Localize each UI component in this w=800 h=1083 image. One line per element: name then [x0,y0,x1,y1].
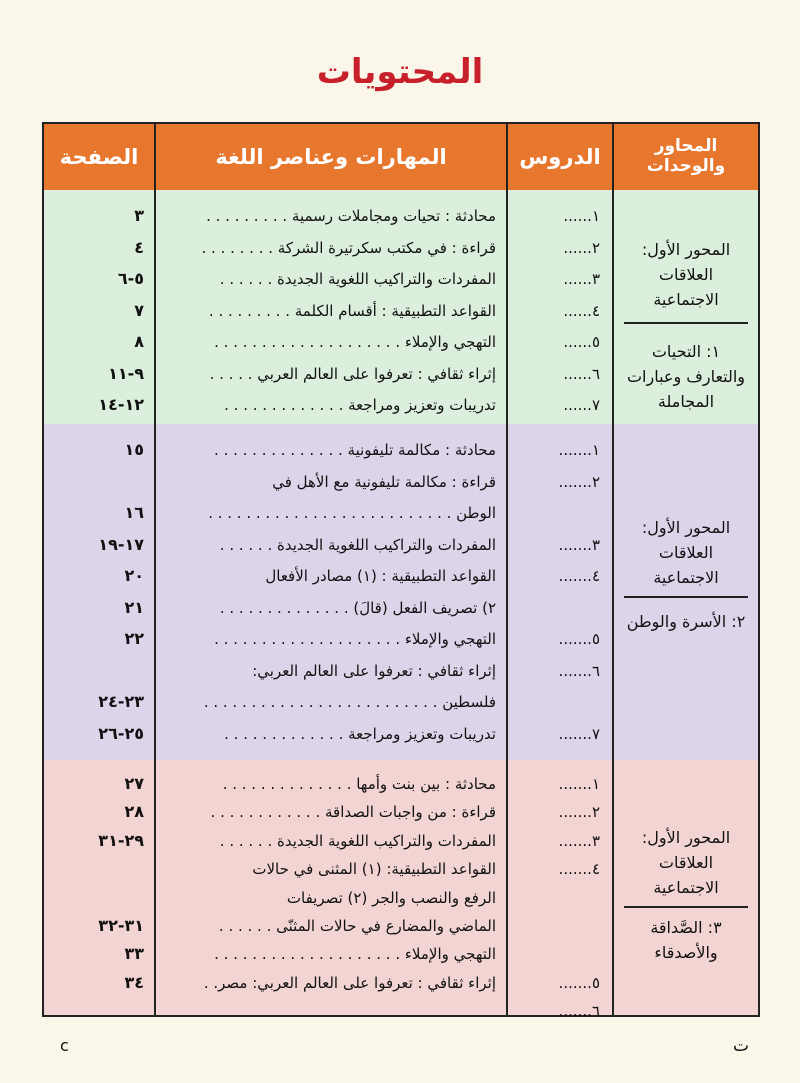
page-ref: ١٦ [124,503,144,522]
skill-item: القواعد التطبيقية : (١) مصادر الأفعال [265,567,496,585]
skill-item: التهجي والإملاء . . . . . . . . . . . . . . . . . . . . [214,333,496,351]
header-lessons: الدروس [506,124,612,190]
table-header [44,124,758,192]
page-ref [44,657,154,685]
lesson-number: ٤....... [558,860,600,879]
skill-item: محادثة : تحيات ومجاملات رسمية . . . . . . . . . [206,207,496,225]
page-ref [44,468,154,496]
skill-item: إثراء ثقافي : تعرفوا على العالم العربي: مصر. . [203,973,496,992]
skills-column [154,760,506,1015]
unit-separator [624,906,748,908]
page-number: ت [733,1036,750,1056]
lesson-number: ٧....... [558,724,600,743]
skill-item: الماضي والمضارع في حالات المثنّى . . . . . . [218,917,496,935]
page-ref [44,997,154,1025]
page-ref: ٧ [134,300,144,320]
lesson-number: ٣....... [558,831,600,850]
lesson-number [508,499,612,527]
skill-item: ٢) تصريف الفعل (قالَ) . . . . . . . . . . . . . . [219,598,496,617]
skill-item: المفردات والتراكيب اللغوية الجديدة . . . . . . [219,535,496,554]
axis-title: المحور الأول: العلاقات الاجتماعية [641,518,731,587]
lessons-column [506,190,612,424]
lesson-number: ٣....... [558,535,600,554]
skill-item: فلسطين . . . . . . . . . . . . . . . . . . . . . . . . . [203,693,496,711]
skill-item: الرفع والنصب والجر (٢) تصريفات [286,888,496,907]
header-page: الصفحة [59,144,139,169]
skill-item: التهجي والإملاء . . . . . . . . . . . . . . . . . . . . [214,945,496,964]
skill-item: قراءة : من واجبات الصداقة . . . . . . . . . . . . [210,803,496,822]
pages-column [44,760,154,1015]
lesson-number: ٢....... [558,803,600,822]
page-ref: ١٥ [124,440,144,459]
pages-column [44,190,154,424]
page-ref: ٢٧ [124,774,144,793]
skill-item [156,997,506,1025]
page-ref: ٥-٦ [117,269,144,288]
page-ref: ٣٣ [124,944,144,964]
lesson-number: ٦...... [563,364,600,383]
page-ref: ١٢-١٤ [98,395,144,414]
lessons-column [506,760,612,1021]
skill-item: القواعد التطبيقية : أقسام الكلمة . . . . . . . . . [208,301,496,320]
lesson-number [508,594,612,622]
lesson-number: ١....... [558,441,600,459]
pages-column [44,424,154,760]
page-ref: ٣ [134,206,144,225]
skill-item: قراءة : في مكتب سكرتيرة الشركة . . . . . . . . [201,238,496,257]
unit-separator [624,596,748,598]
lesson-number: ٧...... [563,396,600,414]
lesson-number: ٥....... [558,973,600,992]
skills-column [154,190,506,424]
page-ref: ٨ [134,332,144,351]
lesson-number: ١....... [558,775,600,793]
lesson-number: ٥...... [563,333,600,351]
lesson-number: ٤....... [558,567,600,585]
page-ref: ٩-١١ [108,363,144,383]
skills-column [154,424,506,760]
page-ref: ٢٣-٢٤ [98,692,144,711]
footer-left-mark: c [60,1036,69,1055]
skill-item: إثراء ثقافي : تعرفوا على العالم العربي: [252,661,496,680]
page-ref: ٢٩-٣١ [98,830,144,850]
lesson-number: ٦....... [558,661,600,680]
page-ref: ٣١-٣٢ [98,916,144,935]
page-ref: ١٧-١٩ [98,534,144,554]
lesson-number: ٢...... [563,238,600,257]
lesson-number [508,912,612,940]
skill-item: محادثة : بين بنت وأمها . . . . . . . . . . . . . . [222,775,496,793]
page-ref [44,884,154,912]
lesson-number: ٢....... [558,472,600,491]
section-unit-3 [44,760,758,1021]
page-ref: ٢٥-٢٦ [98,723,144,743]
page-ref: ٤ [134,237,144,257]
lesson-number: ٦....... [558,1002,600,1021]
skill-item: المفردات والتراكيب اللغوية الجديدة . . . . . . [219,831,496,850]
unit-column [612,760,758,1015]
skill-item: التهجي والإملاء . . . . . . . . . . . . . . . . . . . . [214,630,496,648]
page-ref: ٢٨ [124,802,144,822]
page-ref: ٢٢ [124,629,144,648]
page-ref: ٢١ [124,597,144,617]
page-ref: ٣٤ [124,972,144,992]
lesson-number: ٣...... [563,270,600,288]
skill-item: المفردات والتراكيب اللغوية الجديدة . . . . . . [219,270,496,288]
lesson-number: ٤...... [563,301,600,320]
page-title: المحتويات [316,52,484,92]
skill-item: تدريبات وتعزيز ومراجعة . . . . . . . . . . . . . [224,396,496,414]
lesson-number [508,688,612,716]
lesson-number [508,940,612,968]
section-unit-1 [44,190,758,424]
skill-item: إثراء ثقافي : تعرفوا على العالم العربي . . . . . [209,364,496,383]
lessons-column [506,424,612,760]
unit-column [612,424,758,760]
page-ref [44,855,154,883]
header-skills: المهارات وعناصر اللغة [154,124,506,190]
unit-separator [624,322,748,324]
contents-table [42,122,760,1021]
skill-item: الوطن . . . . . . . . . . . . . . . . . . . . . . . . . . [208,504,496,522]
unit-title: ٣: الصَّداقة والأصدقاء [650,918,722,962]
unit-column [612,190,758,424]
header-unit: المحاور والوحدات [612,124,758,190]
axis-title: المحور الأول: العلاقات الاجتماعية [641,240,731,309]
skill-item: تدريبات وتعزيز ومراجعة . . . . . . . . . . . . . [224,724,496,743]
page-ref: ٢٠ [124,566,144,585]
skill-item: قراءة : مكالمة تليفونية مع الأهل في [272,472,496,491]
lesson-number: ١...... [563,207,600,225]
unit-title: ٢: الأسرة والوطن [626,612,746,631]
skill-item: القواعد التطبيقية: (١) المثنى في حالات [252,860,496,879]
unit-title: ١: التحيات والتعارف وعبارات المجاملة [626,342,746,411]
skill-item: محادثة : مكالمة تليفونية . . . . . . . . . . . . . . [214,441,496,459]
section-unit-2 [44,424,758,760]
lesson-number: ٥....... [558,630,600,648]
lesson-number [508,884,612,912]
axis-title: المحور الأول: العلاقات الاجتماعية [641,828,731,897]
